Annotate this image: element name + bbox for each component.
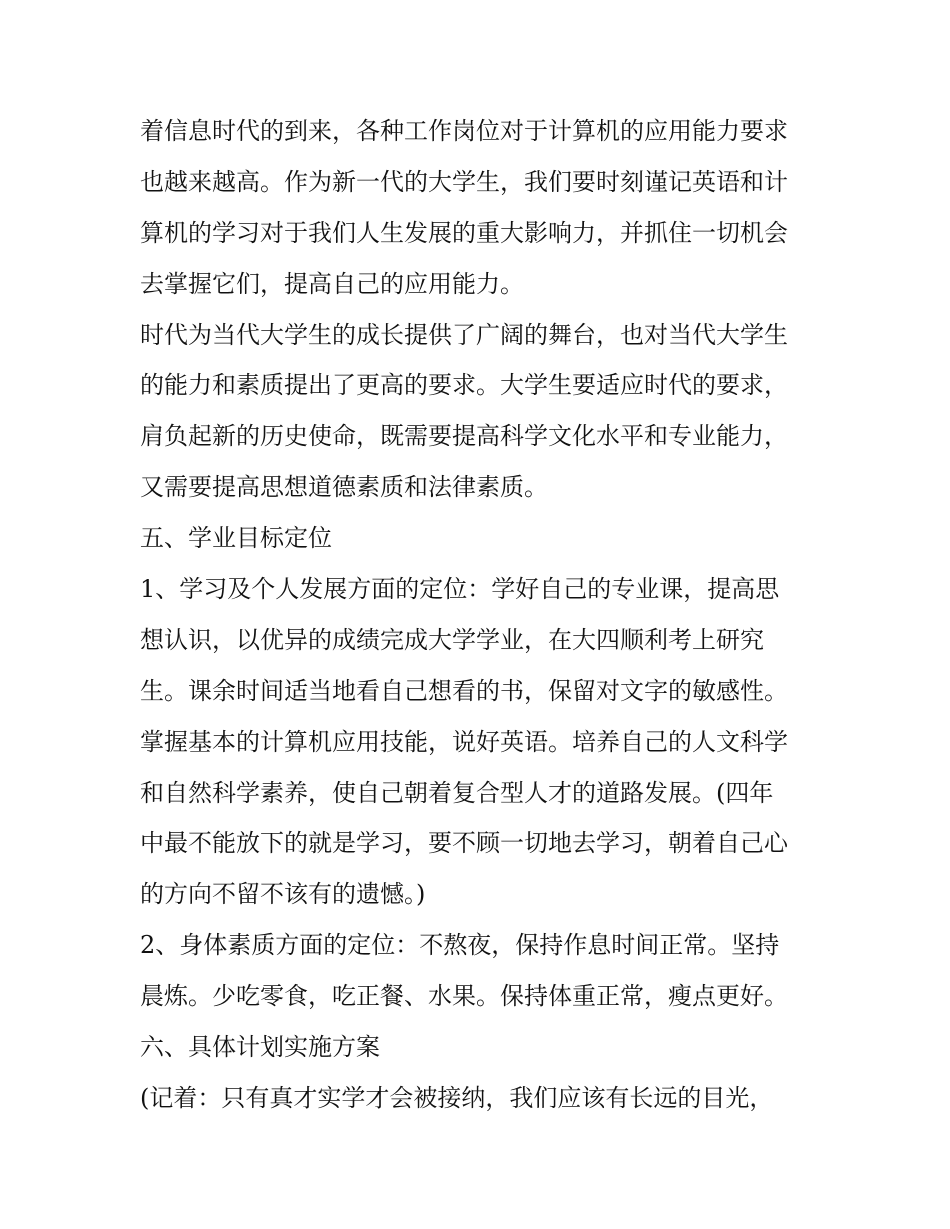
text-line: 肩负起新的历史使命，既需要提高科学文化水平和专业能力， xyxy=(140,422,788,451)
text-line: 的能力和素质提出了更高的要求。大学生要适应时代的要求， xyxy=(140,371,788,400)
section-heading: 五、学业目标定位 xyxy=(140,524,332,553)
document-body xyxy=(140,106,830,1124)
text-line: 也越来越高。作为新一代的大学生，我们要时刻谨记英语和计 xyxy=(140,167,788,196)
text-line: 时代为当代大学生的成长提供了广阔的舞台，也对当代大学生 xyxy=(140,320,788,349)
text-line: 去掌握它们，提高自己的应用能力。 xyxy=(140,269,524,298)
text-line: 掌握基本的计算机应用技能，说好英语。培养自己的人文科学 xyxy=(140,727,788,756)
text-line: 的方向不留不该有的遗憾。) xyxy=(140,880,426,909)
text-line: 又需要提高思想道德素质和法律素质。 xyxy=(140,473,548,502)
text-line: 2、身体素质方面的定位：不熬夜，保持作息时间正常。坚持 xyxy=(140,931,780,960)
section-heading: 六、具体计划实施方案 xyxy=(140,1033,380,1062)
text-line: 算机的学习对于我们人生发展的重大影响力，并抓住一切机会 xyxy=(140,218,788,247)
text-line: (记着：只有真才实学才会被接纳，我们应该有长远的目光， xyxy=(140,1083,774,1112)
text-line: 晨炼。少吃零食，吃正餐、水果。保持体重正常，瘦点更好。 xyxy=(140,982,788,1011)
text-line: 1、学习及个人发展方面的定位：学好自己的专业课，提高思 xyxy=(140,575,780,604)
text-line: 中最不能放下的就是学习，要不顾一切地去学习，朝着自己心 xyxy=(140,829,788,858)
text-line: 和自然科学素养，使自己朝着复合型人才的道路发展。(四年 xyxy=(140,778,774,807)
text-line: 着信息时代的到来，各种工作岗位对于计算机的应用能力要求 xyxy=(140,117,788,145)
text-line: 生。课余时间适当地看自己想看的书，保留对文字的敏感性。 xyxy=(140,676,788,705)
text-line: 想认识，以优异的成绩完成大学学业，在大四顺利考上研究 xyxy=(140,625,764,654)
